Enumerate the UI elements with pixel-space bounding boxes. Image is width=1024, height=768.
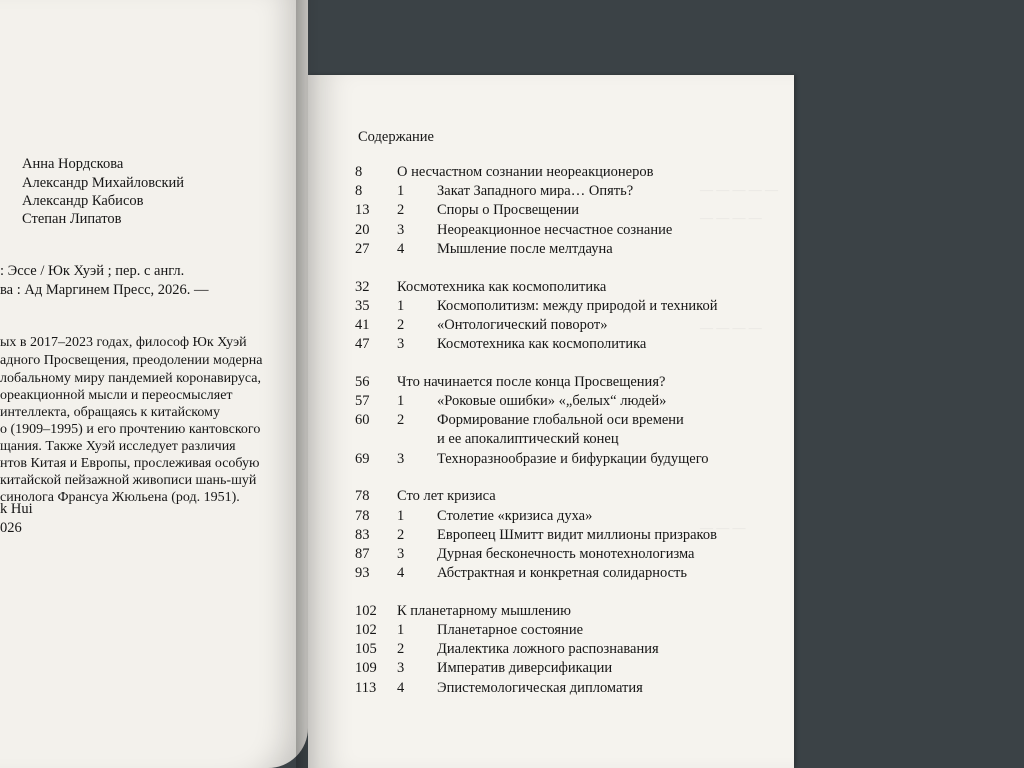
toc-section-title: О несчастном сознании неореакционеров — [397, 164, 654, 180]
toc-item-number: 1 — [397, 297, 405, 314]
toc-item-number: 4 — [397, 679, 405, 696]
annotation-line: китайской пейзажной живописи шань-шуй — [0, 473, 257, 488]
toc-item-page: 20 — [355, 221, 370, 238]
toc-item-title: Мышление после мелтдауна — [437, 240, 613, 257]
toc-section-page: 56 — [355, 373, 370, 390]
toc-item-page: 35 — [355, 297, 370, 314]
toc-item-title: Космополитизм: между природой и техникой — [437, 297, 718, 314]
toc-item-page: 27 — [355, 240, 370, 257]
translator-2: Александр Михайловский — [22, 175, 185, 191]
toc-item-page: 60 — [355, 412, 370, 429]
copyright-line: k Hui — [0, 501, 33, 517]
toc-item-page: 109 — [355, 660, 377, 677]
toc-item-title: Космотехника как космополитика — [437, 336, 647, 353]
toc-item-page: 83 — [355, 526, 370, 543]
toc-item-title: Императив диверсификации — [437, 660, 613, 677]
toc-item-page: 47 — [355, 336, 370, 353]
toc-item-number: 1 — [397, 183, 405, 200]
toc-item-page: 113 — [355, 679, 377, 696]
toc-section-page: 8 — [355, 164, 363, 180]
toc-item-page: 102 — [355, 622, 377, 638]
toc-item-page: 13 — [355, 202, 370, 219]
toc-item-page: 69 — [355, 450, 370, 467]
toc-item-number: 3 — [397, 545, 405, 562]
toc-item-number: 2 — [397, 412, 405, 429]
toc-item-number: 2 — [397, 526, 405, 543]
toc-item-title: Дурная бесконечность монотехнологизма — [437, 545, 695, 562]
toc-item-number: 1 — [397, 507, 405, 524]
toc-item-title: «Онтологический поворот» — [437, 316, 608, 333]
toc-item-number: 1 — [397, 622, 405, 638]
toc-item-title: Формирование глобальной оси времени — [437, 412, 684, 429]
toc-item-number: 1 — [397, 393, 405, 409]
toc-item-page: 87 — [355, 545, 370, 562]
annotation-line: лобальному миру пандемией коронавируса, — [0, 371, 261, 386]
toc-section-title: Космотехника как космополитика — [397, 278, 607, 295]
toc-item-page: 41 — [355, 316, 370, 333]
book-gutter — [296, 0, 320, 768]
annotation-line: щания. Также Хуэй исследует различия — [0, 439, 236, 454]
toc-item-number: 2 — [397, 641, 405, 658]
toc-item-title: Неореакционное несчастное сознание — [437, 221, 673, 238]
toc-item-title: Эпистемологическая дипломатия — [437, 679, 643, 696]
annotation-line: о (1909–1995) и его прочтению кантовского — [0, 422, 261, 437]
toc-item-page: 78 — [355, 507, 370, 524]
annotation-line: ых в 2017–2023 годах, философ Юк Хуэй — [0, 335, 247, 350]
toc-item-title: «Роковые ошибки» «„белых“ людей» — [437, 393, 667, 409]
toc-item-number: 2 — [397, 202, 405, 219]
annotation-line: нтов Китая и Европы, прослеживая особую — [0, 456, 260, 471]
toc-item-page: 8 — [355, 183, 363, 200]
bib-line-1: : Эссе / Юк Хуэй ; пер. с англ. — [0, 263, 185, 279]
toc-section-page: 78 — [355, 488, 370, 505]
toc-item-number: 4 — [397, 565, 405, 582]
toc-item-number: 3 — [397, 660, 405, 677]
toc-section-page: 32 — [355, 278, 370, 295]
copyright-line: 026 — [0, 520, 22, 536]
toc-item-page: 105 — [355, 641, 377, 658]
toc-item-number: 3 — [397, 221, 405, 238]
annotation-line: адного Просвещения, преодолении модерна — [0, 353, 263, 368]
annotation-line: ореакционной мысли и переосмысляет — [0, 388, 233, 403]
toc-item-title: Планетарное состояние — [437, 622, 584, 638]
toc-item-title: Столетие «кризиса духа» — [437, 507, 593, 524]
toc-item-number: 2 — [397, 316, 405, 333]
toc-item-number: 3 — [397, 450, 405, 467]
toc-item-title: Технοразнообразие и бифуркации будущего — [437, 450, 709, 467]
toc-section-page: 102 — [355, 602, 377, 619]
toc-item-title: Европеец Шмитт видит миллионы призраков — [437, 526, 717, 543]
toc-title: Содержание — [358, 129, 434, 145]
translator-3: Александр Кабисов — [22, 193, 144, 209]
toc-item-title: Закат Западного мира… Опять? — [437, 183, 634, 200]
toc-item-number: 4 — [397, 240, 405, 257]
toc-section-title: Сто лет кризиса — [397, 488, 496, 505]
toc-item-title: Абстрактная и конкретная солидарность — [437, 565, 687, 582]
toc-section-title: Что начинается после конца Просвещения? — [397, 373, 666, 390]
toc-item-page: 93 — [355, 565, 370, 582]
bib-line-2: ва : Ад Маргинем Пресс, 2026. — — [0, 282, 209, 298]
translator-1: Анна Нордскова — [22, 156, 124, 172]
toc-item-page: 57 — [355, 393, 370, 409]
toc-item-title: Диалектика ложного распознавания — [437, 641, 659, 658]
translator-4: Степан Липатов — [22, 211, 122, 227]
toc-item-number: 3 — [397, 336, 405, 353]
toc-item-title-cont: и ее апокалиптический конец — [437, 431, 619, 448]
toc-item-title: Споры о Просвещении — [437, 202, 580, 219]
toc-section-title: К планетарному мышлению — [397, 602, 572, 619]
annotation-line: интеллекта, обращаясь к китайскому — [0, 405, 220, 420]
annotation-line: синолога Франсуа Жюльена (род. 1951). — [0, 490, 240, 505]
